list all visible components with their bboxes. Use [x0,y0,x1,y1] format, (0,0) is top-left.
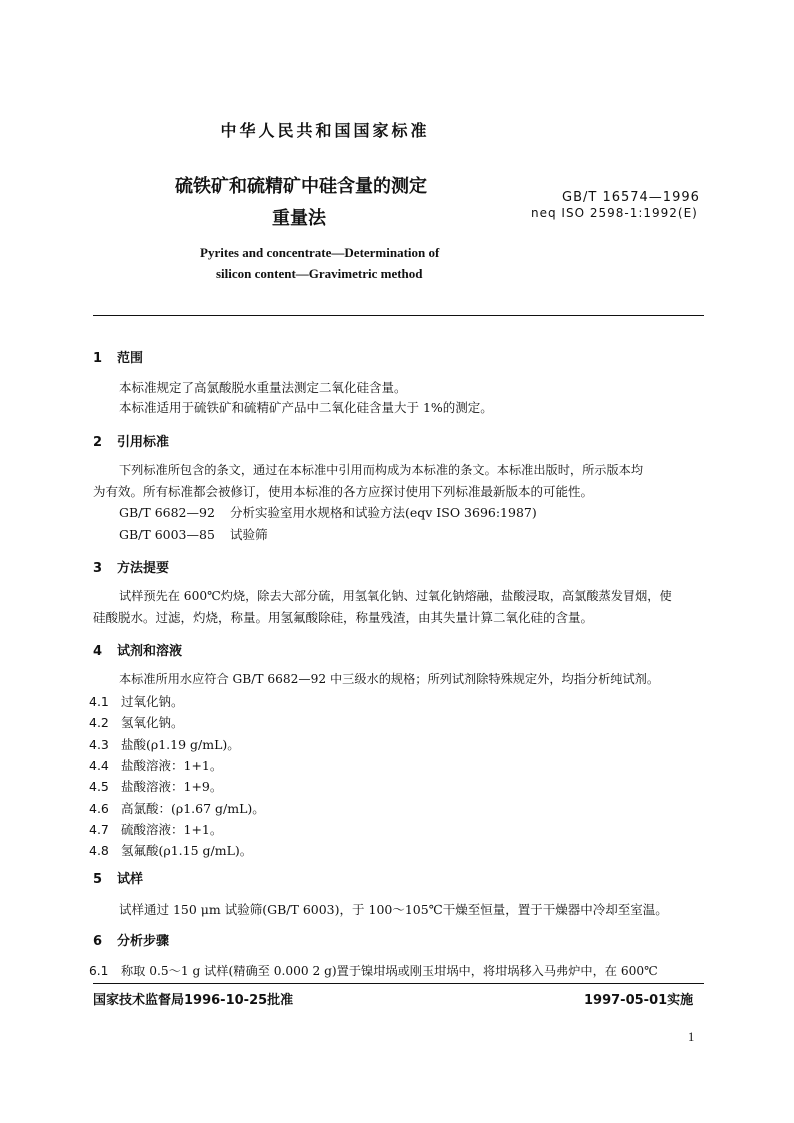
reference-item [119,503,537,521]
paragraph: 为有效。所有标准都会被修订，使用本标准的各方应探讨使用下列标准最新版本的可能性。 [93,484,594,499]
section-number: 1 [93,351,103,366]
reagent-item [89,756,222,774]
standard-equivalence: neq ISO 2598-1:1992(E) [531,206,698,220]
section-title: 引用标准 [117,435,170,450]
title-rule [93,315,704,316]
reference-code: GB/T 6682—92 [119,505,215,520]
reference-name: 试验筛 [230,527,268,542]
section-heading [93,640,182,659]
reagent-number: 4.6 [89,801,109,816]
reagent-text: 盐酸溶液：1+1。 [121,758,223,773]
reagent-number: 4.2 [89,715,109,730]
reagent-item [89,841,252,859]
step-number: 6.1 [89,964,109,978]
paragraph: 硅酸脱水。过滤，灼烧，称量。用氢氟酸除硅，称量残渣，由其失量计算二氧化硅的含量。 [93,610,594,625]
reagent-number: 4.3 [89,737,109,752]
section-number: 2 [93,435,103,450]
implementation-date: 1997-05-01实施 [584,993,694,1008]
reagent-number: 4.8 [89,843,109,858]
reagent-number: 4.1 [89,694,109,709]
section-title: 分析步骤 [117,934,170,949]
section-heading [93,930,169,949]
section-number: 6 [93,934,103,949]
approval-date: 国家技术监督局1996-10-25批准 [93,993,294,1008]
reagent-text: 硫酸溶液：1+1。 [121,822,223,837]
document-title: 硫铁矿和硫精矿中硅含量的测定 [175,176,427,197]
reagent-text: 氢氧化钠。 [121,715,184,730]
english-title-line1: Pyrites and concentrate—Determination of [200,245,440,260]
section-title: 试样 [117,872,144,887]
section-heading [93,557,169,576]
paragraph: 试样预先在 600℃灼烧，除去大部分硫，用氢氧化钠、过氧化钠熔融，盐酸浸取，高氯酸蒸发冒烟，使 [119,589,672,603]
section-title: 方法提要 [117,561,170,576]
section-number: 5 [93,872,103,887]
document-header: 中华人民共和国国家标准 [220,121,430,140]
reagent-item [89,820,222,838]
reagent-number: 4.5 [89,779,109,794]
reference-name: 分析实验室用水规格和试验方法(eqv ISO 3696:1987) [230,505,537,520]
reagent-item [89,692,184,710]
standard-code: GB/T 16574—1996 [562,190,700,205]
reagent-item [89,799,265,817]
step-text: 称取 0.5～1 g 试样(精确至 0.000 2 g)置于镍坩埚或刚玉坩埚中，将坩埚移入马弗炉中，在 600℃ [121,964,658,978]
reagent-item [89,735,240,753]
section-number: 4 [93,644,103,659]
english-title-line2: silicon content—Gravimetric method [216,266,423,281]
reagent-number: 4.4 [89,758,109,773]
step-item [89,962,658,979]
document-subtitle: 重量法 [272,208,326,229]
section-title: 试剂和溶液 [117,644,183,659]
paragraph: 本标准所用水应符合 GB/T 6682—92 中三级水的规格；所列试剂除特殊规定外，均指分析纯试剂。 [119,672,660,686]
section-title: 范围 [117,351,144,366]
section-heading [93,347,143,366]
footer-rule [93,983,704,984]
section-number: 3 [93,561,103,576]
paragraph: 下列标准所包含的条文，通过在本标准中引用而构成为本标准的条文。本标准出版时，所示版本均 [119,463,644,477]
reagent-item [89,777,222,795]
reagent-text: 氢氟酸(ρ1.15 g/mL)。 [121,843,253,858]
reagent-text: 高氯酸：(ρ1.67 g/mL)。 [121,801,265,816]
reagent-text: 盐酸(ρ1.19 g/mL)。 [121,737,240,752]
section-heading [93,431,169,450]
paragraph: 试样通过 150 μm 试验筛(GB/T 6003)，于 100～105℃干燥至恒量，置于干燥器中冷却至室温。 [119,902,668,917]
paragraph: 本标准规定了高氯酸脱水重量法测定二氧化硅含量。 [119,380,407,395]
reference-code: GB/T 6003—85 [119,527,215,542]
reagent-item [89,713,184,731]
reagent-text: 过氧化钠。 [121,694,184,709]
reagent-text: 盐酸溶液：1+9。 [121,779,223,794]
page-number: 1 [688,1030,695,1044]
section-heading [93,868,143,887]
reference-item [119,525,268,543]
paragraph: 本标准适用于硫铁矿和硫精矿产品中二氧化硅含量大于 1%的测定。 [119,400,493,415]
reagent-number: 4.7 [89,822,109,837]
